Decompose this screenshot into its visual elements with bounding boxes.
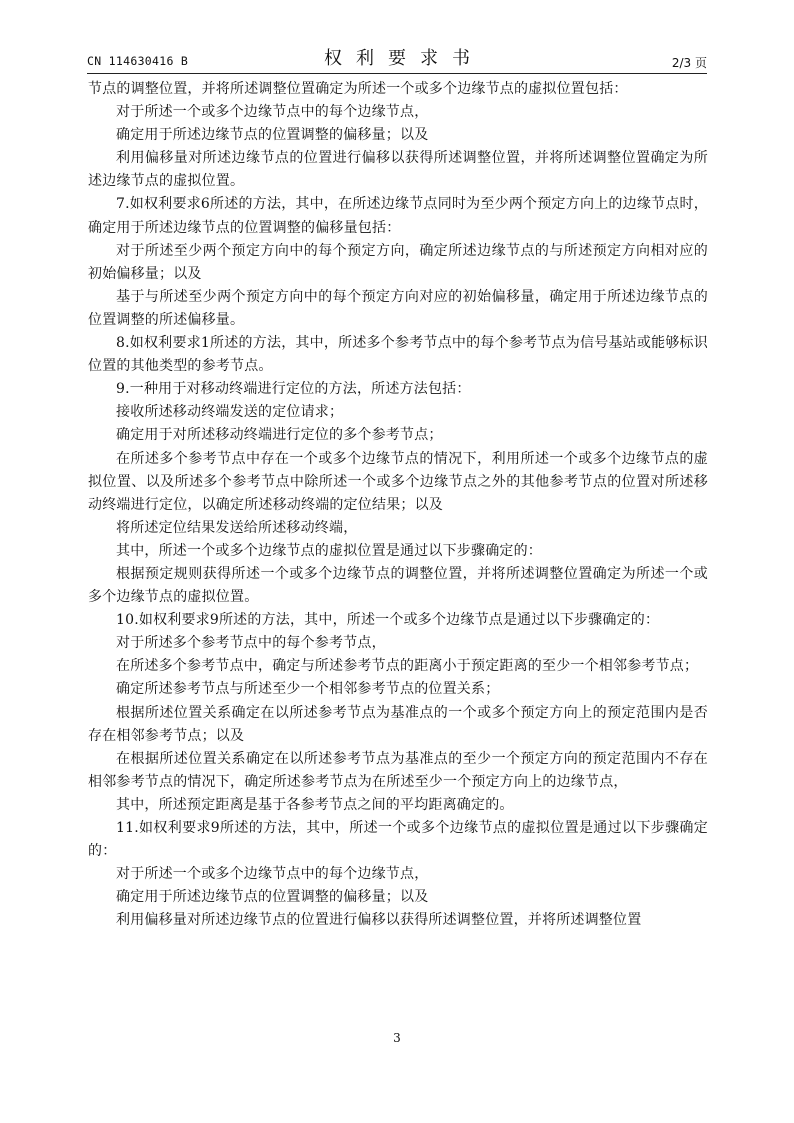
paragraph: 10.如权利要求9所述的方法，其中，所述一个或多个边缘节点是通过以下步骤确定的： [116,612,660,629]
paragraph: 对于所述多个参考节点中的每个参考节点， [116,635,386,652]
page-header [87,44,707,72]
paragraph: 其中，所述预定距离是基于各参考节点之间的平均距离确定的。 [116,796,514,813]
paragraph: 利用偏移量对所述边缘节点的位置进行偏移以获得所述调整位置，并将所述调整位置确定为所述边缘节点的虚拟位置。 [88,150,708,190]
claims-body [88,78,708,932]
paragraph: 对于所述一个或多个边缘节点中的每个边缘节点， [116,866,429,883]
page-number: 3 [393,1031,401,1045]
header-rule [87,73,707,74]
paragraph: 在所述多个参考节点中存在一个或多个边缘节点的情况下，利用所述一个或多个边缘节点的虚拟位置、以及所述多个参考节点中除所述一个或多个边缘节点之外的其他参考节点的位置对所述移动终端进行定位，以确定所述移动终端的定位结果；以及 [88,450,708,513]
paragraph: 对于所述一个或多个边缘节点中的每个边缘节点， [116,104,429,121]
publication-number: CN 114630416 B [87,54,189,68]
paragraph: 9.一种用于对移动终端进行定位的方法，所述方法包括： [116,381,471,398]
paragraph: 8.如权利要求1所述的方法，其中，所述多个参考节点中的每个参考节点为信号基站或能够标识位置的其他类型的参考节点。 [88,335,708,375]
paragraph: 确定用于对所述移动终端进行定位的多个参考节点； [116,427,443,444]
paragraph: 接收所述移动终端发送的定位请求； [116,404,344,421]
paragraph: 确定用于所述边缘节点的位置调整的偏移量；以及 [116,127,429,144]
page-info: 2/3 页 [671,56,707,70]
document-title: 权利要求书 [324,48,484,69]
paragraph: 7.如权利要求6所述的方法，其中，在所述边缘节点同时为至少两个预定方向上的边缘节点时，确定用于所述边缘节点的位置调整的偏移量包括： [88,196,708,236]
paragraph: 将所述定位结果发送给所述移动终端， [116,519,358,536]
paragraph: 对于所述至少两个预定方向中的每个预定方向，确定所述边缘节点的与所述预定方向相对应的初始偏移量；以及 [88,242,708,282]
paragraph: 基于与所述至少两个预定方向中的每个预定方向对应的初始偏移量，确定用于所述边缘节点的位置调整的所述偏移量。 [88,288,708,328]
paragraph: 节点的调整位置，并将所述调整位置确定为所述一个或多个边缘节点的虚拟位置包括： [88,81,628,97]
paragraph: 在根据所述位置关系确定在以所述参考节点为基准点的至少一个预定方向的预定范围内不存在相邻参考节点的情况下，确定所述参考节点为在所述至少一个预定方向上的边缘节点， [88,750,708,790]
paragraph: 确定用于所述边缘节点的位置调整的偏移量；以及 [116,889,429,906]
paragraph: 11.如权利要求9所述的方法，其中，所述一个或多个边缘节点的虚拟位置是通过以下步骤确定的： [88,820,708,860]
paragraph: 利用偏移量对所述边缘节点的位置进行偏移以获得所述调整位置，并将所述调整位置 [116,912,642,929]
paragraph: 在所述多个参考节点中，确定与所述参考节点的距离小于预定距离的至少一个相邻参考节点； [116,658,699,675]
paragraph: 根据所述位置关系确定在以所述参考节点为基准点的一个或多个预定方向上的预定范围内是否存在相邻参考节点；以及 [88,704,708,744]
paragraph: 根据预定规则获得所述一个或多个边缘节点的调整位置，并将所述调整位置确定为所述一个或多个边缘节点的虚拟位置。 [88,565,708,606]
paragraph: 确定所述参考节点与所述至少一个相邻参考节点的位置关系； [116,681,500,698]
paragraph: 其中，所述一个或多个边缘节点的虚拟位置是通过以下步骤确定的： [116,542,542,559]
